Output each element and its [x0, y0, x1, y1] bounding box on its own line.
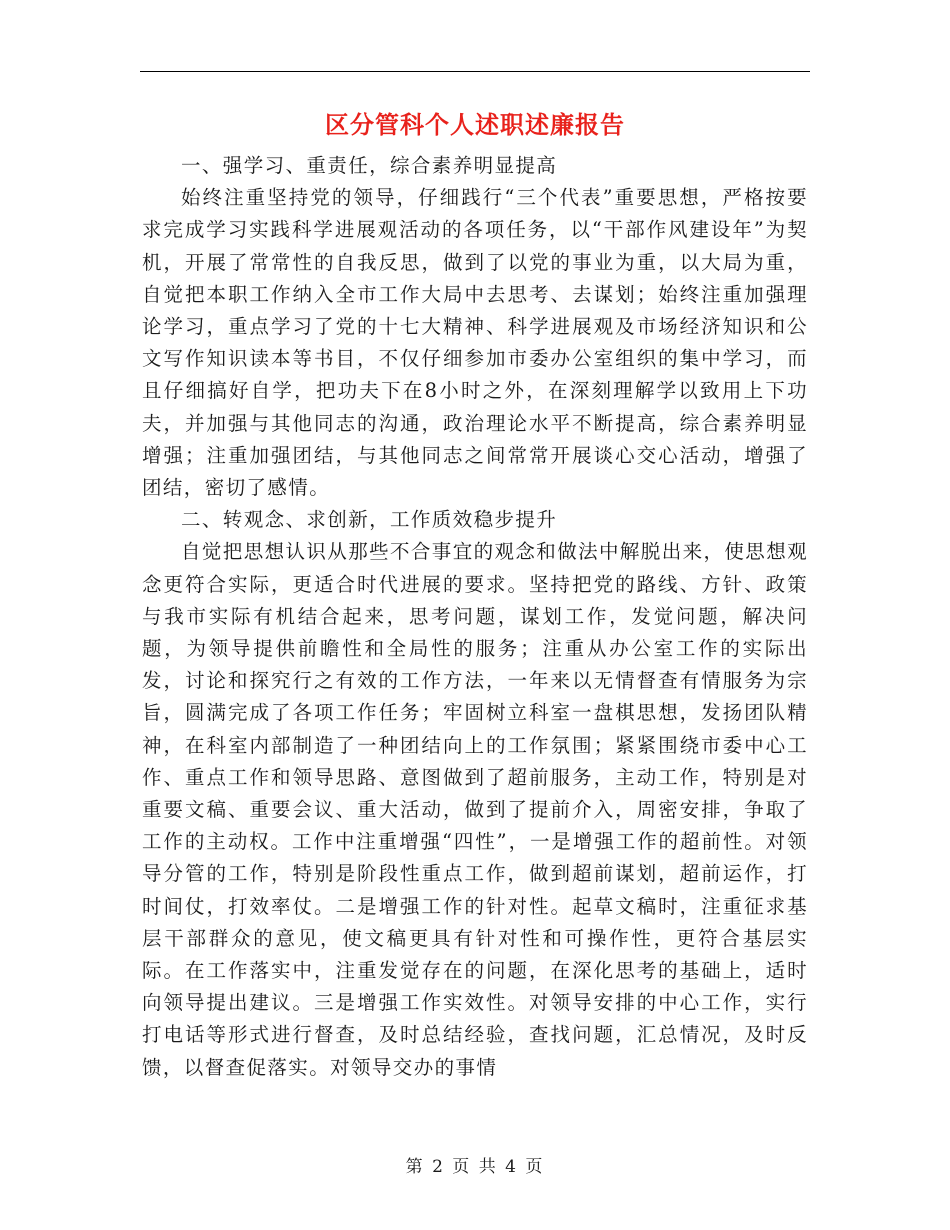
section-heading-2: 二、转观念、求创新，工作质效稳步提升: [181, 508, 558, 532]
document-body: [142, 150, 808, 1084]
header-rule: [140, 71, 810, 72]
section-heading-1: 一、强学习、重责任，综合素养明显提高: [181, 154, 558, 177]
document-title: 区分管科个人述职述廉报告: [325, 110, 625, 139]
body-paragraph-2: 自觉把思想认识从那些不合事宜的观念和做法中解脱出来，使思想观念更符合实际，更适合时代进展的要求。坚持把党的路线、方针、政策与我市实际有机结合起来，思考问题，谋划工作，发觉问题，解决问题，为领导提供前瞻性和全局性的服务；注重从办公室工作的实际出发，讨论和探究行之有效的工作方法，一年来以无情督查有情服务为宗旨，圆满完成了各项工作任务；牢固树立科室一盘棋思想，发扬团队精神，在科室内部制造了一种团结向上的工作氛围；紧紧围绕市委中心工作、重点工作和领导思路、意图做到了超前服务，主动工作，特别是对重要文稿、重要会议、重大活动，做到了提前介入，周密安排，争取了工作的主动权。工作中注重增强“四性”，一是增强工作的超前性。对领导分管的工作，特别是阶段性重点工作，做到超前谋划，超前运作，打时间仗，打效率仗。二是增强工作的针对性。起草文稿时，注重征求基层干部群众的意见，使文稿更具有针对性和可操作性，更符合基层实际。在工作落实中，注重发觉存在的问题，在深化思考的基础上，适时向领导提出建议。三是增强工作实效性。对领导安排的中心工作，实行打电话等形式进行督查，及时总结经验，查找问题，汇总情况，及时反馈，以督查促落实。对领导交办的事情: [142, 540, 809, 1079]
body-paragraph-1: 始终注重坚持党的领导，仔细践行“三个代表”重要思想，严格按要求完成学习实践科学进展观活动的各项任务，以“干部作风建设年”为契机，开展了常常性的自我反思，做到了以党的事业为重，以大局为重，自觉把本职工作纳入全市工作大局中去思考、去谋划；始终注重加强理论学习，重点学习了党的十七大精神、科学进展观及市场经济知识和公文写作知识读本等书目，不仅仔细参加市委办公室组织的集中学习，而且仔细搞好自学，把功夫下在8小时之外，在深刻理解学以致用上下功夫，并加强与其他同志的沟通，政治理论水平不断提高，综合素养明显增强；注重加强团结，与其他同志之间常常开展谈心交心活动，增强了团结，密切了感情。: [142, 186, 808, 500]
page-number: 第 2 页 共 4 页: [405, 1157, 545, 1177]
